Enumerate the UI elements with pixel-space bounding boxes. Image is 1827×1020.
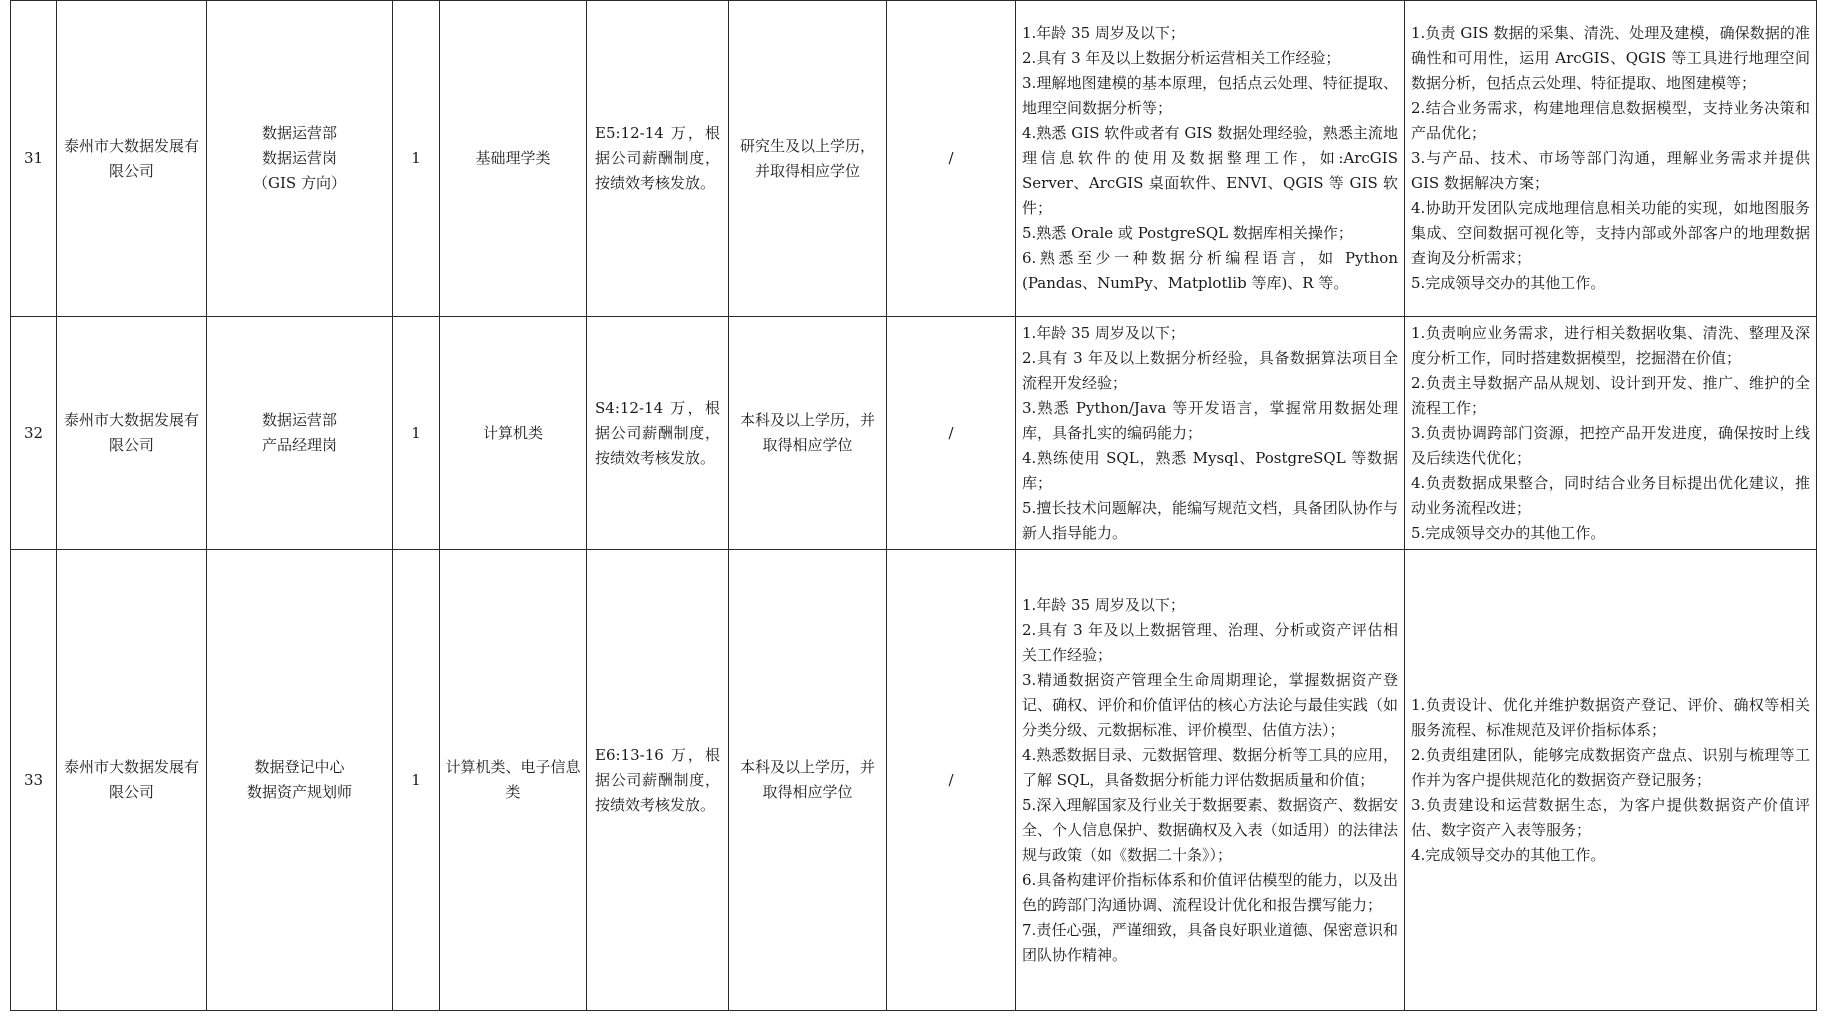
duty-item: 2.负责主导数据产品从规划、设计到开发、推广、维护的全流程工作； <box>1411 373 1810 417</box>
salary-cell: S4:12-14 万，根据公司薪酬制度，按绩效考核发放。 <box>587 317 729 550</box>
duties-cell <box>1405 317 1817 550</box>
education-cell: 研究生及以上学历，并取得相应学位 <box>729 1 887 317</box>
headcount-cell: 1 <box>393 317 440 550</box>
department-name: 数据运营部 <box>261 411 337 429</box>
row-number: 33 <box>11 550 57 1011</box>
company-cell <box>57 550 207 1011</box>
major-cell: 计算机类 <box>440 317 587 550</box>
position-cell <box>207 550 393 1011</box>
requirement-item: 5.擅长技术问题解决，能编写规范文档，具备团队协作与新人指导能力。 <box>1022 498 1398 542</box>
duty-item: 4.负责数据成果整合，同时结合业务目标提出优化建议，推动业务流程改进； <box>1411 473 1810 517</box>
requirements-cell <box>1016 550 1405 1011</box>
table-row <box>11 317 1817 550</box>
requirement-item: 3.精通数据资产管理全生命周期理论，掌握数据资产登记、确权、评价和价值评估的核心方法论与最佳实践（如分类分级、元数据标准、评价模型、估值方法）； <box>1022 670 1398 739</box>
education-cell: 本科及以上学历，并取得相应学位 <box>729 550 887 1011</box>
requirement-item: 2.具有 3 年及以上数据分析经验，具备数据算法项目全流程开发经验； <box>1022 348 1398 392</box>
duty-item: 5.完成领导交办的其他工作。 <box>1411 523 1606 542</box>
other-cell: / <box>887 550 1016 1011</box>
requirement-item: 1.年龄 35 周岁及以下； <box>1022 323 1185 342</box>
requirement-item: 3.理解地图建模的基本原理，包括点云处理、特征提取、地理空间数据分析等； <box>1022 74 1398 117</box>
job-table-body <box>11 1 1817 1011</box>
requirement-item: 7.责任心强，严谨细致，具备良好职业道德、保密意识和团队协作精神。 <box>1022 920 1398 964</box>
department-name: 数据登记中心 <box>254 758 345 776</box>
duty-item: 2.负责组建团队，能够完成数据资产盘点、识别与梳理等工作并为客户提供规范化的数据资产登记服务； <box>1411 745 1810 789</box>
duty-item: 4.协助开发团队完成地理信息相关功能的实现，如地图服务集成、空间数据可视化等，支持内部或外部客户的地理数据查询及分析需求； <box>1411 199 1810 267</box>
position-cell <box>207 317 393 550</box>
requirement-item: 6.熟悉至少一种数据分析编程语言，如 Python (Pandas、NumPy、Matplotlib 等库)、R 等。 <box>1022 249 1398 292</box>
headcount-cell: 1 <box>393 550 440 1011</box>
duty-item: 2.结合业务需求，构建地理信息数据模型，支持业务决策和产品优化； <box>1411 99 1810 142</box>
duties-cell <box>1405 1 1817 317</box>
position-cell <box>207 1 393 317</box>
other-cell: / <box>887 1 1016 317</box>
requirement-item: 1.年龄 35 周岁及以下； <box>1022 24 1185 42</box>
position-name: 数据资产规划师 <box>246 783 352 801</box>
position-note: （GIS 方向） <box>253 174 346 192</box>
table-row <box>11 550 1817 1011</box>
company-cell <box>57 317 207 550</box>
requirement-item: 4.熟悉 GIS 软件或者有 GIS 数据处理经验，熟悉主流地理信息软件的使用及数据整理工作，如:ArcGIS Server、ArcGIS 桌面软件、ENVI、QGIS 等 GIS 软件； <box>1022 124 1398 217</box>
requirement-item: 3.熟悉 Python/Java 等开发语言，掌握常用数据处理库，具备扎实的编码能力； <box>1022 398 1398 442</box>
salary-cell: E5:12-14 万，根据公司薪酬制度，按绩效考核发放。 <box>587 1 729 317</box>
requirement-item: 2.具有 3 年及以上数据分析运营相关工作经验； <box>1022 49 1341 67</box>
position-name: 数据运营岗 <box>261 149 337 167</box>
requirement-item: 5.熟悉 Orale 或 PostgreSQL 数据库相关操作； <box>1022 224 1353 242</box>
duty-item: 1.负责响应业务需求，进行相关数据收集、清洗、整理及深度分析工作，同时搭建数据模型，挖掘潜在价值； <box>1411 323 1810 367</box>
requirement-item: 6.具备构建评价指标体系和价值评估模型的能力，以及出色的跨部门沟通协调、流程设计优化和报告撰写能力； <box>1022 870 1398 914</box>
education-cell: 本科及以上学历，并取得相应学位 <box>729 317 887 550</box>
duty-item: 4.完成领导交办的其他工作。 <box>1411 845 1606 864</box>
row-number: 32 <box>11 317 57 550</box>
row-number: 31 <box>11 1 57 317</box>
duty-item: 5.完成领导交办的其他工作。 <box>1411 274 1606 292</box>
duty-item: 3.负责建设和运营数据生态，为客户提供数据资产价值评估、数字资产入表等服务； <box>1411 795 1810 839</box>
duties-cell <box>1405 550 1817 1011</box>
company-name: 泰州市大数据发展有限公司 <box>63 411 199 454</box>
duty-item: 1.负责设计、优化并维护数据资产登记、评价、确权等相关服务流程、标准规范及评价指标体系； <box>1411 695 1810 739</box>
major-cell: 计算机类、电子信息类 <box>440 550 587 1011</box>
company-name: 泰州市大数据发展有限公司 <box>63 136 199 180</box>
duty-item: 3.与产品、技术、市场等部门沟通，理解业务需求并提供 GIS 数据解决方案； <box>1411 149 1810 192</box>
duty-item: 1.负责 GIS 数据的采集、清洗、处理及建模，确保数据的准确性和可用性，运用 ArcGIS、QGIS 等工具进行地理空间数据分析，包括点云处理、特征提取、地图建模等； <box>1411 24 1810 92</box>
department-name: 数据运营部 <box>261 124 337 142</box>
company-name: 泰州市大数据发展有限公司 <box>63 758 199 801</box>
requirement-item: 5.深入理解国家及行业关于数据要素、数据资产、数据安全、个人信息保护、数据确权及入表（如适用）的法律法规与政策（如《数据二十条》）； <box>1022 795 1398 864</box>
requirement-item: 4.熟悉数据目录、元数据管理、数据分析等工具的应用，了解 SQL，具备数据分析能力评估数据质量和价值； <box>1022 745 1398 789</box>
requirement-item: 1.年龄 35 周岁及以下； <box>1022 595 1185 614</box>
table-row <box>11 1 1817 317</box>
major-cell: 基础理学类 <box>440 1 587 317</box>
job-table <box>10 0 1817 1011</box>
headcount-cell: 1 <box>393 1 440 317</box>
other-cell: / <box>887 317 1016 550</box>
company-cell <box>57 1 207 317</box>
requirement-item: 2.具有 3 年及以上数据管理、治理、分析或资产评估相关工作经验； <box>1022 620 1398 664</box>
position-name: 产品经理岗 <box>261 436 337 454</box>
requirement-item: 4.熟练使用 SQL，熟悉 Mysql、PostgreSQL 等数据库； <box>1022 448 1398 492</box>
duty-item: 3.负责协调跨部门资源，把控产品开发进度，确保按时上线及后续迭代优化； <box>1411 423 1810 467</box>
salary-cell: E6:13-16 万，根据公司薪酬制度，按绩效考核发放。 <box>587 550 729 1011</box>
requirements-cell <box>1016 1 1405 317</box>
requirements-cell <box>1016 317 1405 550</box>
